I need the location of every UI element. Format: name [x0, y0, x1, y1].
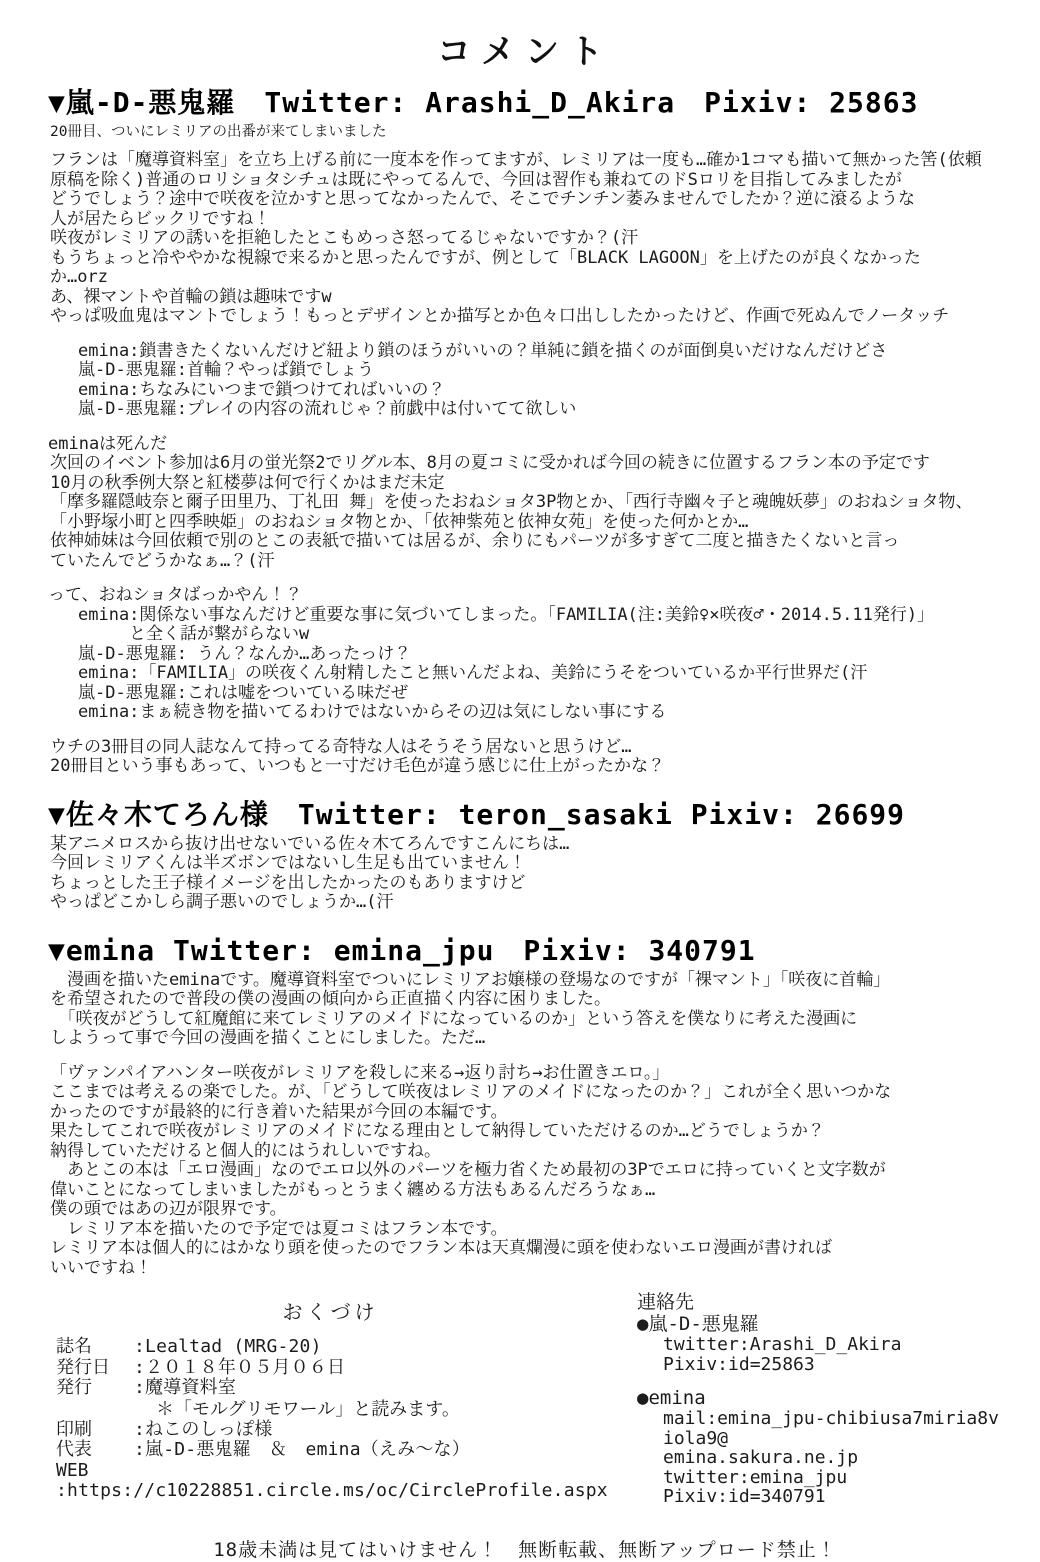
text-line: 納得していただけると個人的にはうれしいですね。 [50, 1140, 441, 1161]
text-line: 「ヴァンパイアハンター咲夜がレミリアを殺しに来る→返り討ち→お仕置きエロ。」 [50, 1062, 670, 1083]
colophon-row-value: :ねこのしっぽ様 [134, 1418, 273, 1440]
dialogue-line: emina:鎖書きたくないんだけど紐より鎖のほうがいいの？単純に鎖を描くのが面倒臭いだけなんだけどさ [78, 340, 888, 361]
text-line: 依神姉妹は今回依頼で別のとこの表紙で描いては居るが、余りにもパーツが多すぎて二度と描きたくないと言っ [50, 531, 900, 551]
text-line: 咲夜がレミリアの誘いを拒絶したとこもめっさ怒ってるじゃないですか？(汗 [50, 228, 639, 248]
arashi-dialogue-1 [50, 342, 1002, 420]
arashi-dialogue-2 [50, 606, 1002, 723]
text-line: 偉いことになってしまいましたがもっとうまく纏める方法もあるんだろうなぁ… [50, 1179, 656, 1200]
contact-line: mail:emina_jpu-chibiusa7miria8viola9@ [663, 1408, 999, 1449]
colophon-row-label: 代表 [56, 1439, 92, 1460]
colophon-row-value: :２０１８年０５月０６日 [134, 1356, 346, 1378]
dialogue-line: emina:まぁ続き物を描いてるわけではないからその辺は気にしない事にする [78, 702, 667, 722]
contact-line: twitter:emina_jpu [663, 1466, 848, 1488]
arashi-paragraph-1 [50, 151, 1002, 327]
text-line: やっぱどこかしら調子悪いのでしょうか…(汗 [50, 892, 394, 912]
text-line: 今回レミリアくんは半ズボンではないし生足も出ていません！ [50, 853, 526, 873]
section-teron-heading: ▼佐々木てろん様 Twitter: teron_sasaki Pixiv: 26699 [48, 797, 906, 831]
colophon-row [48, 1420, 613, 1441]
dialogue-line: emina:ちなみにいつまで鎖つけてればいいの？ [78, 379, 446, 400]
section-teron [48, 793, 1002, 913]
arashi-line-emina-died: eminaは死んだ [48, 433, 168, 454]
text-line: やっぱ吸血鬼はマントでしょう！もっとデザインとか描写とか色々口出ししたかったけど、作画で死ぬんでノータッチ [50, 306, 950, 326]
dialogue-line: 嵐-D-悪鬼羅: うん？なんか…あったっけ？ [78, 643, 412, 664]
text-line: 人が居たらビックリですね！ [50, 208, 271, 229]
text-line: か…orz [50, 267, 108, 287]
contact-line: twitter:Arashi_D_Akira [663, 1334, 902, 1355]
text-line: あ、裸マントや首輪の鎖は趣味ですw [50, 286, 332, 307]
text-line: どうでしょう？途中で咲夜を泣かすと思ってなかったんで、そこでチンチン萎みませんでしたか？逆に滾るような [50, 189, 915, 209]
contact-details [637, 1409, 1002, 1507]
text-line: 「咲夜がどうして紅魔館に来てレミリアのメイドになっているのか」という答えを僕なりに考えた漫画に [50, 1008, 858, 1029]
dialogue-line: 嵐-D-悪鬼羅:首輪？やっぱ鎖でしょう [78, 360, 374, 380]
dialogue-line: emina:「FAMILIA」の咲夜くん射精したこと無いんだよね、美鈴にうそをついているか平行世界だ(汗 [78, 663, 868, 683]
colophon-row-value: :魔導資料室 [134, 1377, 237, 1398]
text-line: 某アニメロスから抜け出せないでいる佐々木てろんですこんにちは… [50, 833, 570, 854]
section-arashi [48, 81, 1002, 777]
emina-paragraph-2 [50, 1064, 1002, 1279]
text-line: ちょっとした王子様イメージを出したかったのもありますけど [50, 872, 526, 893]
text-line: レミリア本を描いたので予定では夏コミはフラン本です。 [50, 1218, 508, 1239]
contact-line: Pixiv:id=340791 [663, 1486, 826, 1507]
colophon-row [48, 1337, 613, 1358]
text-line: あとこの本は「エロ漫画」なのでエロ以外のパーツを極力省くため最初の3Pでエロに持っていくと文字数が [50, 1160, 886, 1180]
colophon-row [48, 1440, 613, 1461]
contact-arashi [637, 1314, 1002, 1374]
colophon-rows-bottom [48, 1420, 613, 1502]
contacts-title: 連絡先 [637, 1291, 695, 1313]
text-line: 20冊目という事もあって、いつもと一寸だけ毛色が違う感じに仕上がったかな？ [50, 756, 665, 776]
colophon-title: おくづけ [282, 1300, 379, 1324]
colophon-row [48, 1461, 613, 1502]
text-line: レミリア本は個人的にはかなり頭を使ったのでフラン本は天真爛漫に頭を使わないエロ漫画が書ければ [50, 1238, 832, 1258]
text-line: もうちょっと冷ややかな視線で来るかと思ったんですが、例として「BLACK LAGOON」を上げたのが良くなかった [50, 247, 921, 268]
colophon-area [48, 1292, 1002, 1521]
contact-emina [637, 1388, 1002, 1507]
text-line: 原稿を除く)普通のロリショタシチュは既にやってるんで、今回は習作も兼ねてのドSロリを目指してみましたが [50, 169, 902, 190]
dialogue-line: 嵐-D-悪鬼羅:これは嘘をついている味だぜ [78, 682, 408, 703]
colophon-row-label: 印刷 [56, 1418, 92, 1440]
colophon-row-value: :Lealtad (MRG-20) [134, 1336, 322, 1357]
colophon-row-value: :https://c10228851.circle.ms/oc/CircleProfile.aspx [56, 1480, 608, 1501]
text-line: 10月の秋季例大祭と紅楼夢は何で行くかはまだ未定 [50, 472, 445, 493]
arashi-intro-line: 20冊目、ついにレミリアの出番が来てしまいました [50, 124, 387, 140]
colophon-row-value: :嵐-D-悪鬼羅 ＆ emina（えみ～な） [134, 1439, 470, 1460]
text-line: 僕の頭ではあの辺が限界です。 [50, 1199, 287, 1219]
text-line: 次回のイベント参加は6月の蛍光祭2でリグル本、8月の夏コミに受かれば今回の続きに位置するフラン本の予定です [50, 453, 930, 473]
contact-line: Pixiv:id=25863 [663, 1353, 815, 1375]
contact-name: ●emina [637, 1387, 706, 1409]
text-line: 漫画を描いたeminaです。魔導資料室でついにレミリアお嬢様の登場なのですが「裸マント」「咲夜に首輪」 [50, 969, 891, 990]
arashi-paragraph-2 [50, 454, 1002, 571]
text-line: フランは「魔導資料室」を立ち上げる前に一度本を作ってますが、レミリアは一度も…確か1コマも描いて無かった筈(依頼 [50, 150, 982, 170]
text-line: しようって事で今回の漫画を描くことにしました。ただ… [50, 1028, 486, 1048]
colophon-row-label: 誌名 [56, 1336, 92, 1357]
dialogue-line: emina:関係ない事なんだけど重要な事に気づいてしまった。「FAMILIA(注:美鈴♀×咲夜♂・2014.5.11発行)」 [78, 604, 935, 625]
arashi-paragraph-3 [50, 738, 1002, 777]
teron-paragraph [50, 835, 1002, 913]
contact-name: ●嵐-D-悪鬼羅 [637, 1313, 759, 1335]
colophon-note: ＊「モルグリモワール」と読みます。 [156, 1398, 460, 1420]
section-emina-heading: ▼emina Twitter: emina_jpu Pixiv: 340791 [48, 933, 756, 967]
text-line: を希望されたので普段の僕の漫画の傾向から正直描く内容に困りました。 [50, 989, 611, 1009]
text-line: 「小野塚小町と四季映姫」のおねショタ物とか、「依神紫苑と依神女苑」を使った何かとか… [50, 511, 749, 532]
dialogue-line: と全く話が繋がらないw [78, 624, 310, 644]
text-line: ていたんでどうかなぁ…？(汗 [50, 550, 275, 571]
section-emina [48, 929, 1002, 1279]
text-line: 「摩多羅隠岐奈と爾子田里乃、丁礼田 舞」を使ったおねショタ3P物とか、「西行寺幽々子と魂魄妖夢」のおねショタ物、 [50, 492, 973, 512]
contacts [613, 1292, 1002, 1521]
contact-details [637, 1335, 1002, 1374]
page-title: コメント [437, 32, 613, 72]
contact-line: emina.sakura.ne.jp [663, 1447, 859, 1468]
colophon [48, 1292, 613, 1521]
arashi-line-oneshota: って、おねショタばっかやん！？ [48, 585, 303, 605]
text-line: 果たしてこれで咲夜がレミリアのメイドになる理由として納得していただけるのか…どうでしょうか？ [50, 1121, 825, 1141]
age-warning-text: 18歳未満は見てはいけません！ 無断転載、無断アップロード禁止！ [213, 1538, 837, 1561]
colophon-row [48, 1378, 613, 1399]
emina-paragraph-1 [50, 971, 1002, 1049]
colophon-row [48, 1358, 613, 1379]
text-line: ここまでは考えるの楽でした。が、「どうして咲夜はレミリアのメイドになったのか？」これが全く思いつかな [50, 1082, 892, 1102]
dialogue-line: 嵐-D-悪鬼羅:プレイの内容の流れじゃ？前戯中は付いてて欲しい [78, 399, 577, 419]
colophon-rows-top [48, 1337, 613, 1399]
colophon-row-label: 発行 [56, 1377, 92, 1398]
colophon-row-label: WEB [56, 1459, 89, 1481]
section-arashi-heading: ▼嵐-D-悪鬼羅 Twitter: Arashi_D_Akira Pixiv: 25863 [48, 86, 919, 119]
text-line: いいですね！ [50, 1257, 152, 1278]
text-line: かったのですが最終的に行き着いた結果が今回の本編です。 [50, 1101, 508, 1122]
text-line: ウチの3冊目の同人誌なんて持ってる奇特な人はそうそう居ないと思うけど… [50, 736, 632, 757]
colophon-row-label: 発行日 [56, 1356, 110, 1378]
